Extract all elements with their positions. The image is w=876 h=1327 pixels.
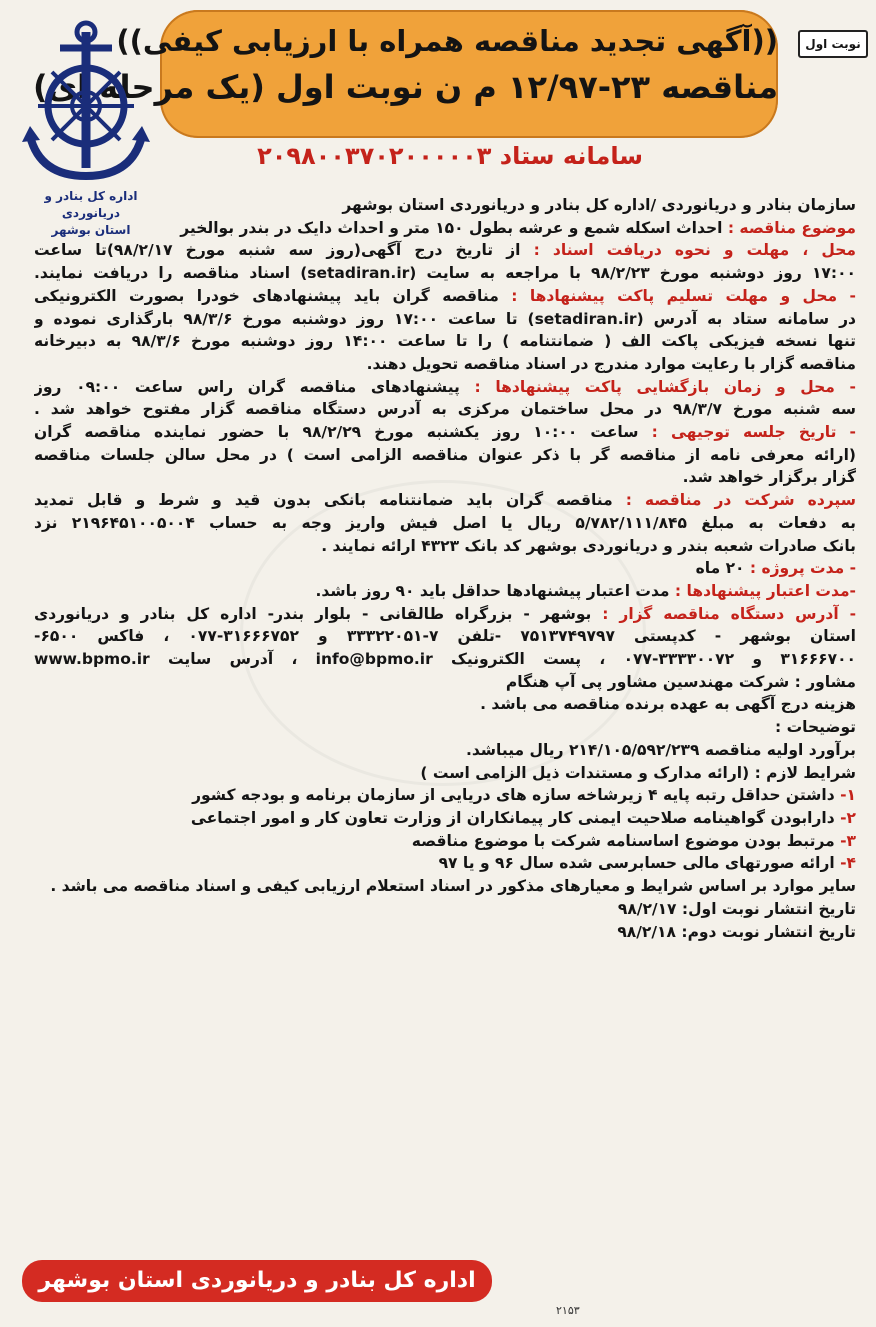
- notice-line: [34, 830, 856, 853]
- section-text: در سامانه ستاد به آدرس (setadiran.ir) تا ساعت ۱۷:۰۰ روز دوشنبه مورخ ۹۸/۳/۶ بارگذاری نموده و: [34, 309, 856, 328]
- section-text: داشتن حداقل رتبه پایه ۴ زیرشاخه سازه های دریایی از سازمان برنامه و بودجه کشور: [192, 786, 835, 805]
- section-label: - آدرس دستگاه مناقصه گزار :: [591, 604, 856, 623]
- section-text: به دفعات به مبلغ ۵/۷۸۲/۱۱۱/۸۴۵ ریال یا اصل فیش واریز وجه به حساب ۲۱۹۶۴۵۱۰۰۵۰۰۴ نزد: [34, 513, 856, 532]
- section-text: هزینه درج آگهی به عهده برنده مناقصه می باشد .: [480, 695, 856, 714]
- section-label: ۱-: [834, 786, 856, 805]
- notice-line: [34, 762, 856, 785]
- section-text: بانک صادرات شعبه بندر و دریانوردی بوشهر کد بانک ۴۳۲۳ ارائه نمایند .: [321, 536, 856, 555]
- section-text: ارائه صورتهای مالی حسابرسی شده سال ۹۶ و یا ۹۷: [438, 854, 835, 873]
- section-text: برآورد اولیه مناقصه ۲۱۴/۱۰۵/۵۹۲/۲۳۹ ریال میباشد.: [465, 740, 856, 759]
- notice-line: [34, 535, 856, 558]
- footer-organization: اداره کل بنادر و دریانوردی استان بوشهر: [22, 1260, 492, 1302]
- notice-line: [34, 739, 856, 762]
- notice-line: [34, 285, 856, 308]
- section-label: مشاور :: [789, 672, 856, 691]
- notice-line: [34, 398, 856, 421]
- section-label: - مدت پروژه :: [744, 559, 856, 578]
- print-code: ۲۱۵۳: [556, 1304, 580, 1317]
- section-text: ساعت ۱۰:۰۰ روز یکشنبه مورخ ۹۸/۲/۲۹ با حضور نماینده مناقصه گران: [34, 423, 639, 442]
- notice-line: [34, 807, 856, 830]
- notice-line: [34, 716, 856, 739]
- section-text: سایر موارد بر اساس شرایط و معیارهای مذکور در اسناد استعلام ارزیابی کیفی و اسناد مناقصه می باشد .: [50, 877, 856, 896]
- setad-number: سامانه ستاد ۲۰۹۸۰۰۳۷۰۲۰۰۰۰۰۳: [257, 142, 643, 170]
- notice-line: [34, 512, 856, 535]
- section-label: شرایط لازم :: [749, 763, 856, 782]
- notice-line: [34, 308, 856, 331]
- notice-line: [34, 262, 856, 285]
- section-text: مرتبط بودن موضوع اساسنامه شرکت با موضوع مناقصه: [411, 831, 835, 850]
- section-text: از تاریخ درج آگهی(روز سه شنبه مورخ ۹۸/۲/۱۷)تا ساعت: [34, 241, 521, 260]
- notice-line: [34, 330, 856, 353]
- notice-line: [34, 671, 856, 694]
- section-text: تاریخ انتشار نوبت دوم: ۹۸/۲/۱۸: [617, 922, 856, 941]
- section-text: مناقصه گران باید ضمانتنامه بانکی بدون قید و شرط و قابل تمدید: [34, 491, 613, 510]
- section-label: ۲-: [834, 808, 856, 827]
- section-text: ۱۷:۰۰ روز دوشنبه مورخ ۹۸/۲/۲۳ با مراجعه به سایت (setadiran.ir) اسناد مناقصه را دریافت نمایند.: [34, 264, 856, 283]
- section-label: ۴-: [834, 854, 856, 873]
- section-text: شرکت مهندسین مشاور پی آپ هنگام: [505, 672, 790, 691]
- notice-line: [34, 217, 856, 240]
- section-label: موضوع مناقصه :: [722, 218, 856, 237]
- section-text: (ارائه مدارک و مستندات ذیل الزامی است ): [420, 763, 750, 782]
- logo-caption: اداره کل بنادر و دریانوردی استان بوشهر: [44, 189, 138, 237]
- organization-logo: [16, 18, 166, 237]
- section-text: بوشهر - بزرگراه طالقانی - بلوار بندر- اداره کل بنادر و دریانوردی: [34, 604, 592, 623]
- section-label: سپرده شرکت در مناقصه :: [612, 491, 856, 510]
- notice-line: [34, 625, 856, 648]
- section-text: پیشنهادهای مناقصه گران راس ساعت ۰۹:۰۰ روز: [34, 377, 460, 396]
- notice-line: [34, 693, 856, 716]
- notice-line: [34, 239, 856, 262]
- notice-line: [34, 421, 856, 444]
- notice-line: [34, 898, 856, 921]
- notice-line: [34, 784, 856, 807]
- notice-body: [34, 194, 856, 943]
- notice-line: [34, 466, 856, 489]
- notice-line: [34, 489, 856, 512]
- edition-badge: نوبت اول: [798, 30, 868, 58]
- section-text: سه شنبه مورخ ۹۸/۳/۷ در محل ساختمان مرکزی به آدرس دستگاه مناقصه گزار مفتوح خواهد شد .: [34, 400, 856, 419]
- section-text: (ارائه معرفی نامه از مناقصه گر با ذکر عنوان مناقصه الزامی است ) در محل سالن جلسات مناقصه: [34, 445, 856, 464]
- notice-line: [34, 648, 856, 671]
- section-label: توضیحات :: [774, 718, 856, 737]
- section-label: - محل و مهلت تسلیم پاکت پیشنهادها :: [498, 286, 856, 305]
- notice-line: [34, 444, 856, 467]
- title-line-2: مناقصه ۲۳-۱۲/۹۷ م ن نوبت اول (یک مرحله ای): [33, 68, 778, 106]
- section-label: - محل و زمان بازگشایی پاکت پیشنهادها :: [459, 377, 856, 396]
- section-label: - تاریخ جلسه توجیهی :: [638, 423, 856, 442]
- section-label: -مدت اعتبار پیشنهادها :: [669, 581, 856, 600]
- section-text: سازمان بنادر و دریانوردی /اداره کل بنادر و دریانوردی استان بوشهر: [342, 196, 856, 214]
- notice-line: [34, 353, 856, 376]
- section-label: محل ، مهلت و نحوه دریافت اسناد :: [520, 241, 856, 260]
- section-text: مناقصه گزار با رعایت موارد مندرج در اسناد مناقصه تحویل دهند.: [366, 354, 856, 373]
- section-text: ۳۱۶۶۶۷۰۰ و ۳۳۳۳۰۰۷۲-۰۷۷ ، پست الکترونیک info@bpmo.ir ، آدرس سایت www.bpmo.ir: [34, 650, 856, 669]
- section-text: استان بوشهر - کدپستی ۷۵۱۳۷۴۹۷۹۷ -تلفن ۷-۳۳۳۲۲۰۵۱ و ۳۱۶۶۶۷۵۲-۰۷۷ ، فاکس ۶۵۰۰-: [34, 627, 856, 646]
- notice-line: [34, 580, 856, 603]
- notice-line: [34, 194, 856, 217]
- section-label: ۳-: [834, 831, 856, 850]
- notice-line: [34, 603, 856, 626]
- section-text: دارابودن گواهینامه صلاحیت ایمنی کار پیمانکاران از وزارت تعاون کار و امور اجتماعی: [190, 808, 835, 827]
- section-text: گزار برگزار خواهد شد.: [682, 468, 856, 487]
- notice-line: [34, 875, 856, 898]
- section-text: مناقصه گران باید پیشنهادهای خودرا بصورت الکترونیکی: [34, 286, 499, 305]
- notice-line: [34, 852, 856, 875]
- notice-line: [34, 557, 856, 580]
- section-text: ۲۰ ماه: [695, 559, 745, 578]
- section-text: احداث اسکله شمع و عرشه بطول ۱۵۰ متر و احداث دایک در بندر بوالخیر: [180, 218, 723, 237]
- section-text: مدت اعتبار پیشنهادها حداقل باید ۹۰ روز باشد.: [315, 581, 670, 600]
- title-line-1: ((آگهی تجدید مناقصه همراه با ارزیابی کیفی)): [116, 24, 778, 58]
- notice-line: [34, 921, 856, 944]
- anchor-wheel-icon: [16, 18, 166, 186]
- section-text: تنها نسخه فیزیکی پاکت الف ( ضمانتنامه ) را تا ساعت ۱۴:۰۰ روز دوشنبه مورخ ۹۸/۳/۶ به دبیرخانه: [34, 332, 856, 351]
- title-banner: [33, 10, 778, 138]
- section-text: تاریخ انتشار نوبت اول: ۹۸/۲/۱۷: [617, 899, 856, 918]
- notice-line: [34, 376, 856, 399]
